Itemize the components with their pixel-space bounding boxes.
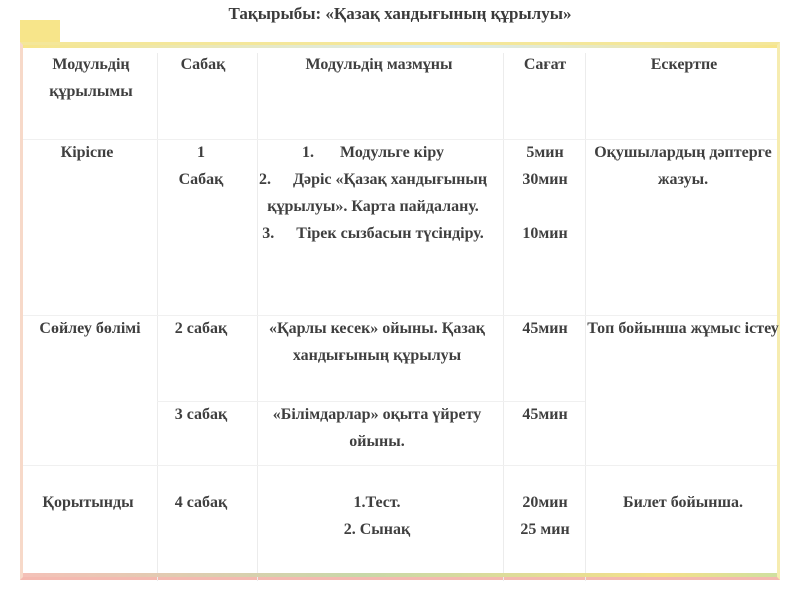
hours-speaking-1: 45мин: [522, 320, 568, 337]
list-number: 1.: [301, 144, 314, 161]
content-conclusion: [259, 489, 495, 543]
structure-intro: Кіріспе: [60, 144, 114, 161]
lesson-intro: [159, 139, 243, 193]
content-conclusion-line: 2. Сынақ: [343, 521, 411, 538]
column-divider: [157, 53, 158, 581]
content-speaking-1: «Қарлы кесек» ойыны. Қазақ хандығының құрылуы: [269, 320, 485, 364]
lesson-intro-number: 1: [197, 144, 205, 161]
hours-value: 30мин: [522, 171, 568, 188]
header-structure: Модульдің құрылымы: [49, 56, 133, 100]
content-speaking-2: «Білімдарлар» оқыта үйрету ойыны.: [272, 406, 482, 450]
hours-intro: [507, 139, 583, 247]
content-intro-item: [255, 166, 491, 220]
hours-conclusion: [505, 489, 585, 543]
content-intro-item: [255, 139, 491, 166]
list-number: 2.: [258, 171, 271, 188]
hours-speaking-2: 45мин: [522, 406, 568, 423]
column-divider: [257, 53, 258, 581]
row-divider: [23, 465, 777, 466]
header-lesson: Сабақ: [180, 56, 226, 73]
note-speaking: Топ бойынша жұмыс істеу: [587, 320, 779, 337]
structure-speaking: Сөйлеу бөлімі: [39, 320, 141, 337]
header-note: Ескертпе: [650, 56, 718, 73]
lesson-speaking-1: 2 сабақ: [174, 320, 228, 337]
hours-value: 20мин: [522, 494, 568, 511]
content-intro: [255, 139, 491, 247]
column-divider: [503, 53, 504, 581]
lesson-intro-word: Сабақ: [178, 171, 224, 188]
header-hours: Сағат: [523, 56, 567, 73]
note-conclusion: Билет бойынша.: [623, 494, 743, 511]
hours-value: 5мин: [526, 144, 564, 161]
list-text: Модульге кіру: [339, 144, 445, 161]
list-text: Тірек сызбасын түсіндіру.: [296, 225, 484, 242]
list-text: Дәріс «Қазақ хандығының құрылуы». Карта пайдалану.: [267, 171, 488, 215]
content-intro-item: [255, 220, 491, 247]
lesson-speaking-2: 3 сабақ: [174, 406, 228, 423]
module-table: [20, 42, 780, 580]
page-title: Тақырыбы: «Қазақ хандығының құрылуы»: [228, 4, 572, 23]
decorative-accent-square: [20, 20, 60, 42]
header-content: Модульдің мазмұны: [305, 56, 453, 73]
hours-value: 10мин: [522, 225, 568, 242]
hours-value: 25 мин: [520, 521, 570, 538]
lesson-conclusion: 4 сабақ: [174, 494, 228, 511]
content-conclusion-line: 1.Тест.: [353, 494, 401, 511]
note-intro: Оқушылардың дәптерге жазуы.: [594, 144, 772, 188]
list-number: 3.: [262, 225, 275, 242]
structure-conclusion: Қорытынды: [42, 494, 134, 511]
